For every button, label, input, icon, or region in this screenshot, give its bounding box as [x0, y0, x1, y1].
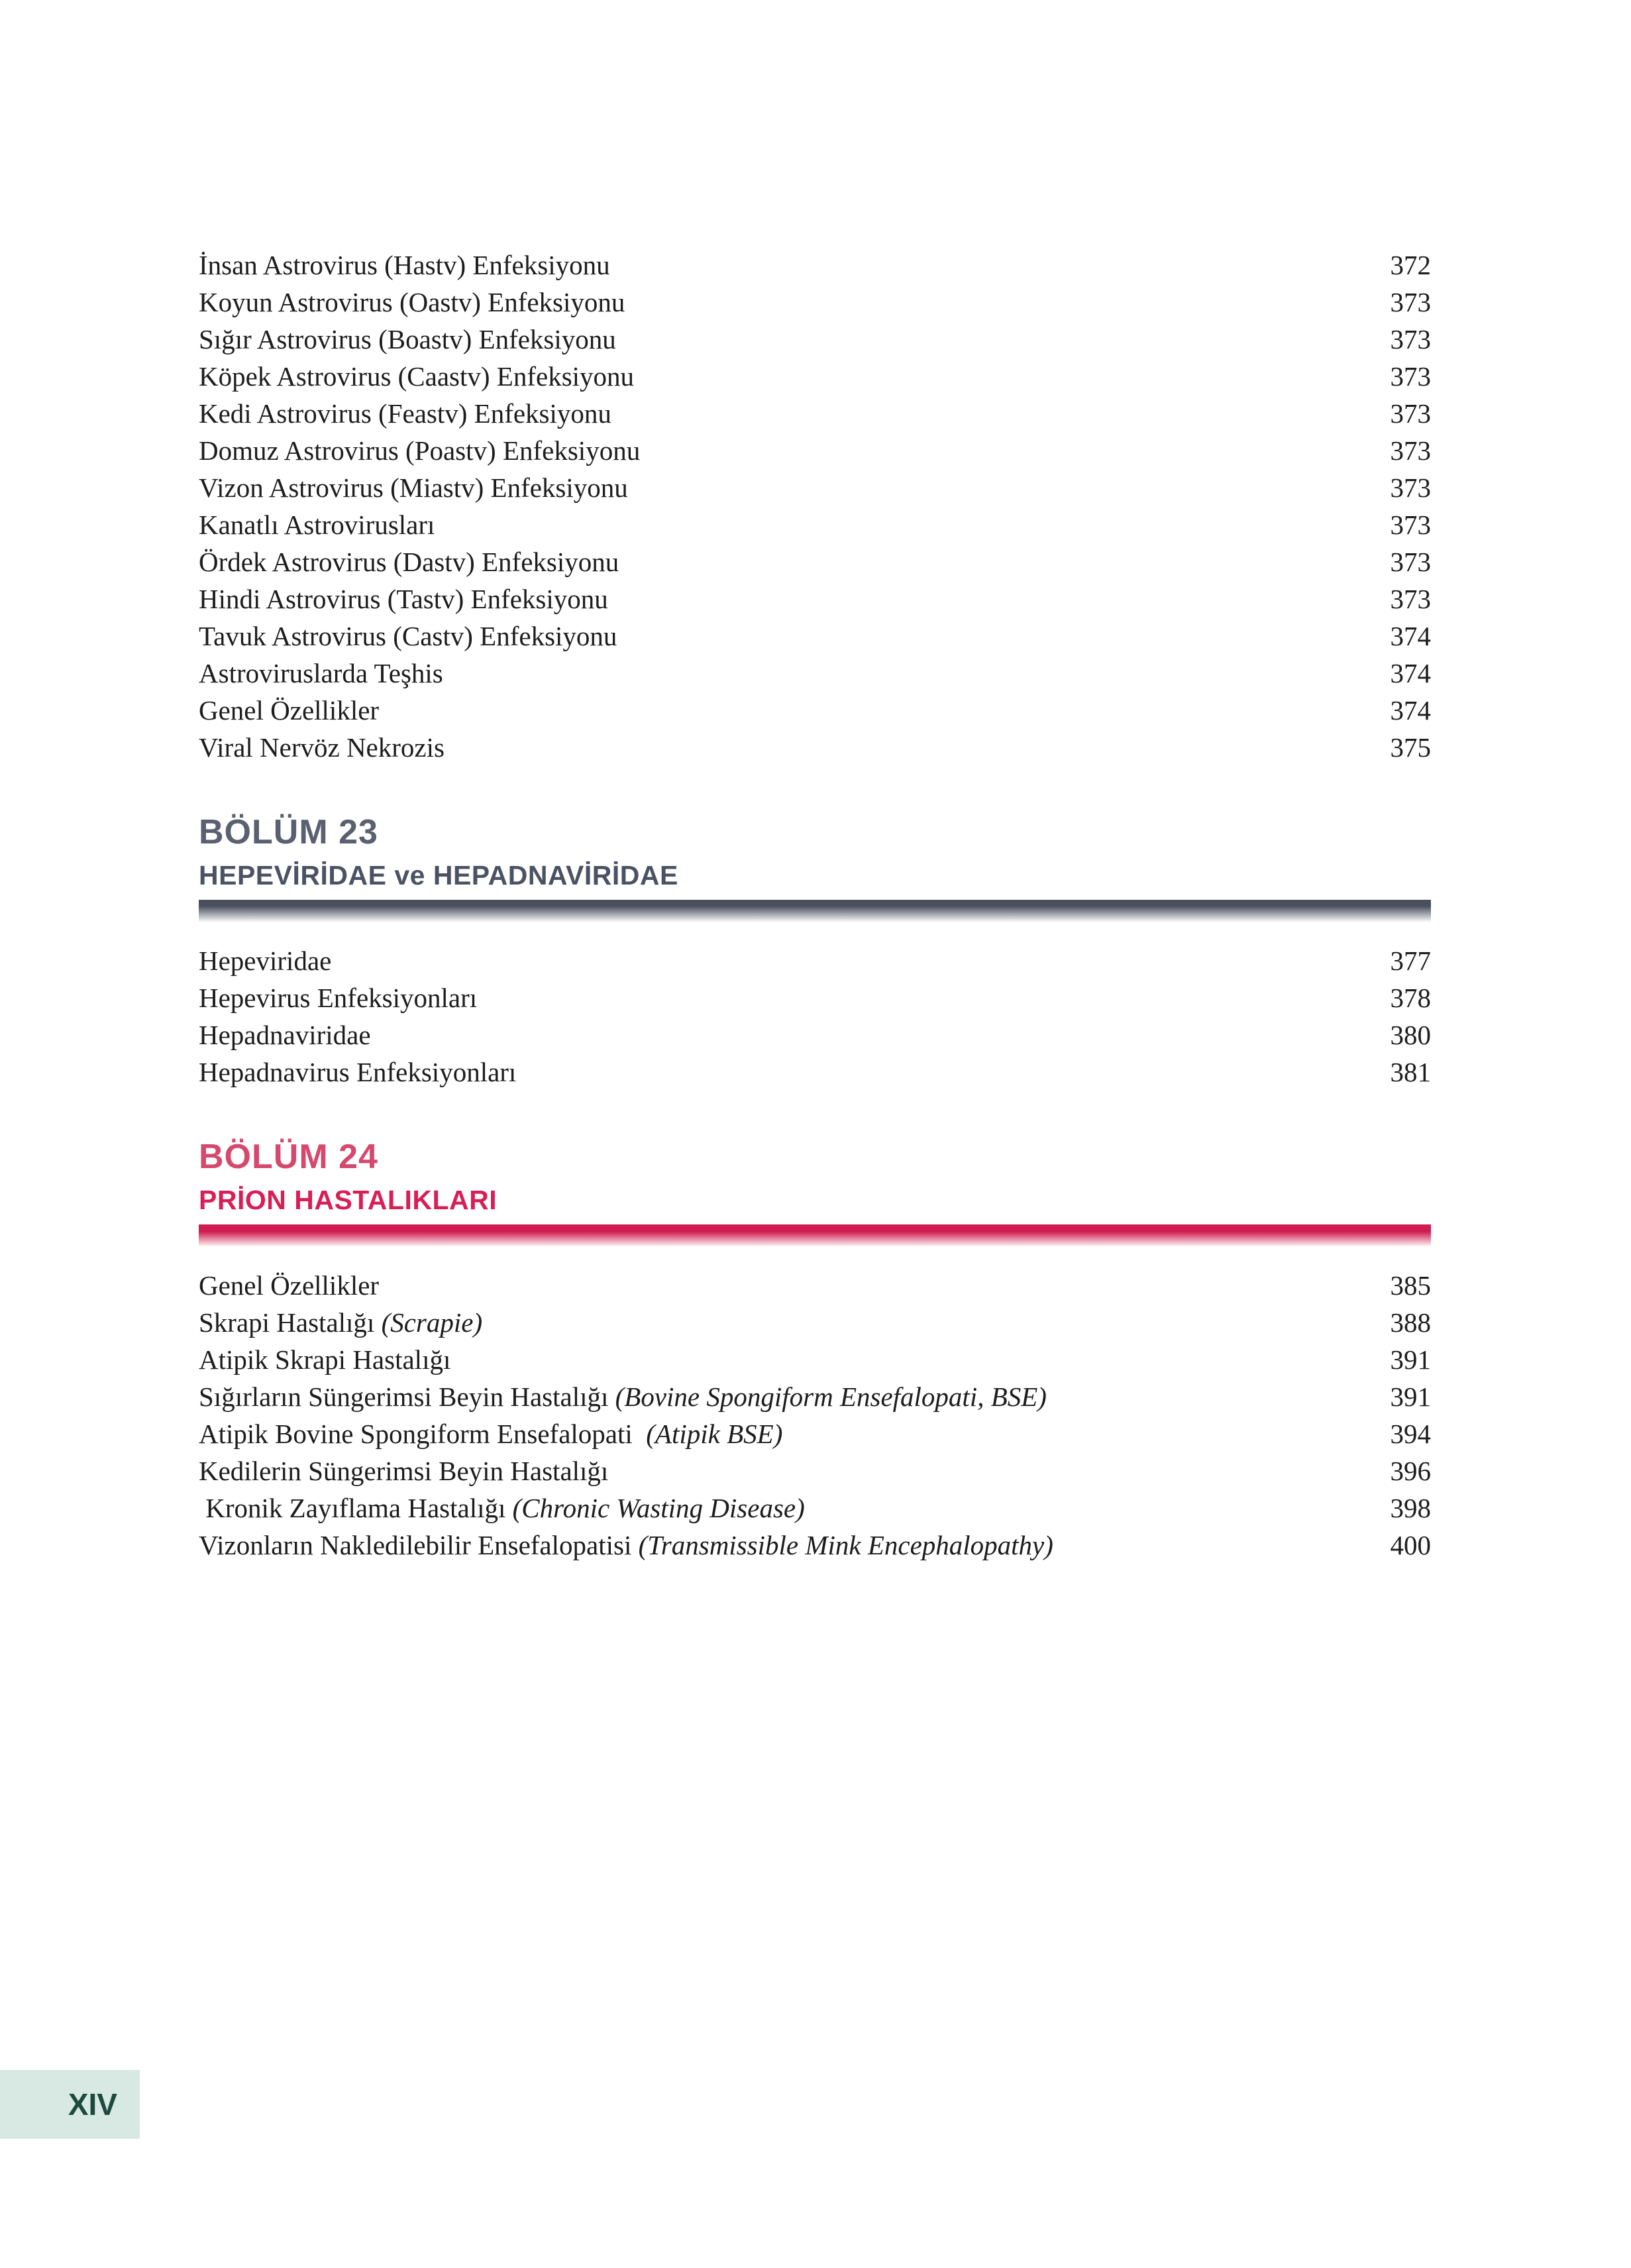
toc-entry-title	[199, 321, 616, 358]
toc-entry-title	[199, 618, 617, 655]
toc-entry-page: 373	[1390, 584, 1431, 614]
toc-entry-label: Kronik Zayıflama Hastalığı	[199, 1493, 513, 1523]
toc-entry-title	[199, 1304, 482, 1341]
toc-entry	[199, 618, 1431, 655]
toc-entry-page: 375	[1390, 732, 1431, 763]
toc-entry-page: 391	[1390, 1381, 1431, 1412]
toc-entry-label: Atipik Bovine Spongiform Ensefalopati	[199, 1419, 647, 1449]
toc-entry-label: Kedi Astrovirus (Feastv) Enfeksiyonu	[199, 398, 611, 429]
toc-entry	[199, 1267, 1431, 1304]
page-number-box	[0, 2070, 140, 2139]
toc-entry-page: 377	[1390, 945, 1431, 976]
chapter-number-heading: BÖLÜM 23	[199, 813, 378, 851]
toc-entry-page: 373	[1390, 287, 1431, 317]
toc-entry	[199, 1378, 1431, 1415]
section-divider-bar	[199, 1224, 1431, 1247]
toc-entry-page: 373	[1390, 547, 1431, 577]
toc-entry-title	[199, 1053, 516, 1091]
toc-rows	[199, 1267, 1431, 1564]
toc-entry	[199, 284, 1431, 321]
toc-entry	[199, 580, 1431, 618]
toc-entry-title	[199, 729, 445, 766]
toc-entry-label: Hepeviridae	[199, 945, 332, 976]
toc-entry-title	[199, 942, 331, 979]
toc-entry	[199, 1415, 1431, 1452]
toc-entry-page: 391	[1390, 1344, 1431, 1375]
toc-entry-title	[199, 358, 634, 395]
toc-section-bolum-24	[199, 1137, 1431, 1564]
toc-entry-label: Domuz Astrovirus (Poastv) Enfeksiyonu	[199, 435, 641, 466]
toc-entry-page: 373	[1390, 398, 1431, 429]
toc-entry-title	[199, 469, 628, 506]
toc-entry-page: 374	[1390, 658, 1431, 688]
toc-entry	[199, 246, 1431, 284]
toc-entry-page: 373	[1390, 435, 1431, 466]
toc-entry-label: Köpek Astrovirus (Caastv) Enfeksiyonu	[199, 361, 635, 392]
toc-entry-title	[199, 1452, 608, 1489]
toc-entry	[199, 1527, 1431, 1564]
toc-entry	[199, 692, 1431, 729]
toc-entry	[199, 1016, 1431, 1053]
toc-entry-label: Sığırların Süngerimsi Beyin Hastalığı	[199, 1381, 615, 1412]
toc-entry-title	[199, 1415, 782, 1452]
toc-entry	[199, 1341, 1431, 1378]
toc-entry-title	[199, 1489, 805, 1527]
toc-entry-label: Kanatlı Astrovirusları	[199, 510, 435, 540]
toc-entry-page: 378	[1390, 983, 1431, 1013]
toc-entry-italic: (Transmissible Mink Encephalopathy)	[638, 1530, 1053, 1560]
toc-entry-label: Skrapi Hastalığı	[199, 1307, 382, 1338]
toc-entry-page: 381	[1390, 1057, 1431, 1087]
chapter-number-heading: BÖLÜM 24	[199, 1138, 378, 1176]
toc-entry-page: 385	[1390, 1270, 1431, 1301]
chapter-title-heading: HEPEVİRİDAE ve HEPADNAVİRİDAE	[199, 860, 678, 891]
toc-entry-title	[199, 432, 640, 469]
toc-entry-label: Genel Özellikler	[199, 1270, 380, 1301]
toc-entry-page: 396	[1390, 1456, 1431, 1486]
toc-entry-italic: (Bovine Spongiform Ensefalopati, BSE)	[615, 1381, 1047, 1412]
toc-entry-italic: (Chronic Wasting Disease)	[512, 1493, 805, 1523]
toc-entry-title	[199, 655, 443, 692]
toc-entry-label: Hepadnaviridae	[199, 1020, 371, 1050]
toc-entry-label: Koyun Astrovirus (Oastv) Enfeksiyonu	[199, 287, 625, 317]
toc-entry-title	[199, 1016, 371, 1053]
toc-entry	[199, 1053, 1431, 1091]
toc-entry-label: Tavuk Astrovirus (Castv) Enfeksiyonu	[199, 621, 617, 651]
toc-entry-label: Sığır Astrovirus (Boastv) Enfeksiyonu	[199, 324, 616, 354]
toc-entry-title	[199, 1527, 1053, 1564]
toc-entry	[199, 1304, 1431, 1341]
toc-entry-page: 374	[1390, 621, 1431, 651]
toc-entry-label: İnsan Astrovirus (Hastv) Enfeksiyonu	[199, 250, 610, 280]
toc-entry-page: 373	[1390, 324, 1431, 354]
toc-entry-title	[199, 395, 611, 432]
toc-entry-page: 372	[1390, 250, 1431, 280]
toc-entry-page: 373	[1390, 472, 1431, 503]
toc-entry-italic: (Atipik BSE)	[646, 1419, 783, 1449]
section-divider-bar	[199, 900, 1431, 922]
toc-entry-title	[199, 1341, 450, 1378]
toc-entry-label: Hepadnavirus Enfeksiyonları	[199, 1057, 517, 1087]
toc-entry-label: Hepevirus Enfeksiyonları	[199, 983, 478, 1013]
toc-entry-title	[199, 284, 625, 321]
toc-entry	[199, 469, 1431, 506]
toc-entry	[199, 729, 1431, 766]
toc-entry-title	[199, 506, 435, 543]
toc-entry-page: 394	[1390, 1419, 1431, 1449]
toc-section-bolum-23	[199, 812, 1431, 1091]
toc-entry-label: Astroviruslarda Teşhis	[199, 658, 443, 688]
page-number-label: XIV	[68, 2087, 117, 2122]
toc-entry-page: 374	[1390, 695, 1431, 726]
toc-entry	[199, 358, 1431, 395]
toc-entry-label: Hindi Astrovirus (Tastv) Enfeksiyonu	[199, 584, 608, 614]
toc-entry	[199, 1452, 1431, 1489]
toc-entry	[199, 942, 1431, 979]
toc-entry-label: Viral Nervöz Nekrozis	[199, 732, 445, 763]
toc-entry	[199, 395, 1431, 432]
toc-entry	[199, 506, 1431, 543]
chapter-title-heading: PRİON HASTALIKLARI	[199, 1185, 498, 1215]
toc-entry-title	[199, 543, 619, 580]
toc-content	[199, 0, 1431, 1564]
toc-entry	[199, 655, 1431, 692]
toc-entry	[199, 979, 1431, 1016]
toc-entry-title	[199, 246, 610, 284]
toc-entry	[199, 543, 1431, 580]
toc-entry-page: 373	[1390, 361, 1431, 392]
toc-entry-label: Vizon Astrovirus (Miastv) Enfeksiyonu	[199, 472, 628, 503]
toc-entry-title	[199, 580, 608, 618]
toc-entry-label: Kedilerin Süngerimsi Beyin Hastalığı	[199, 1456, 609, 1486]
toc-rows	[199, 942, 1431, 1091]
toc-entry-page: 398	[1390, 1493, 1431, 1523]
toc-entry-title	[199, 1378, 1047, 1415]
toc-entry-label: Ördek Astrovirus (Dastv) Enfeksiyonu	[199, 547, 619, 577]
toc-entry-page: 400	[1390, 1530, 1431, 1560]
toc-entry	[199, 432, 1431, 469]
toc-entry-label: Atipik Skrapi Hastalığı	[199, 1344, 451, 1375]
toc-entry-title	[199, 979, 477, 1016]
toc-entry-italic: (Scrapie)	[381, 1307, 483, 1338]
toc-entry-page: 380	[1390, 1020, 1431, 1050]
toc-entry-label: Genel Özellikler	[199, 695, 380, 726]
toc-entry-title	[199, 692, 379, 729]
toc-entry	[199, 321, 1431, 358]
toc-section-continuation	[199, 0, 1431, 766]
toc-entry-page: 388	[1390, 1307, 1431, 1338]
toc-entry-page: 373	[1390, 510, 1431, 540]
toc-entry-label: Vizonların Nakledilebilir Ensefalopatisi	[199, 1530, 639, 1560]
toc-entry	[199, 1489, 1431, 1527]
toc-entry-title	[199, 1267, 379, 1304]
